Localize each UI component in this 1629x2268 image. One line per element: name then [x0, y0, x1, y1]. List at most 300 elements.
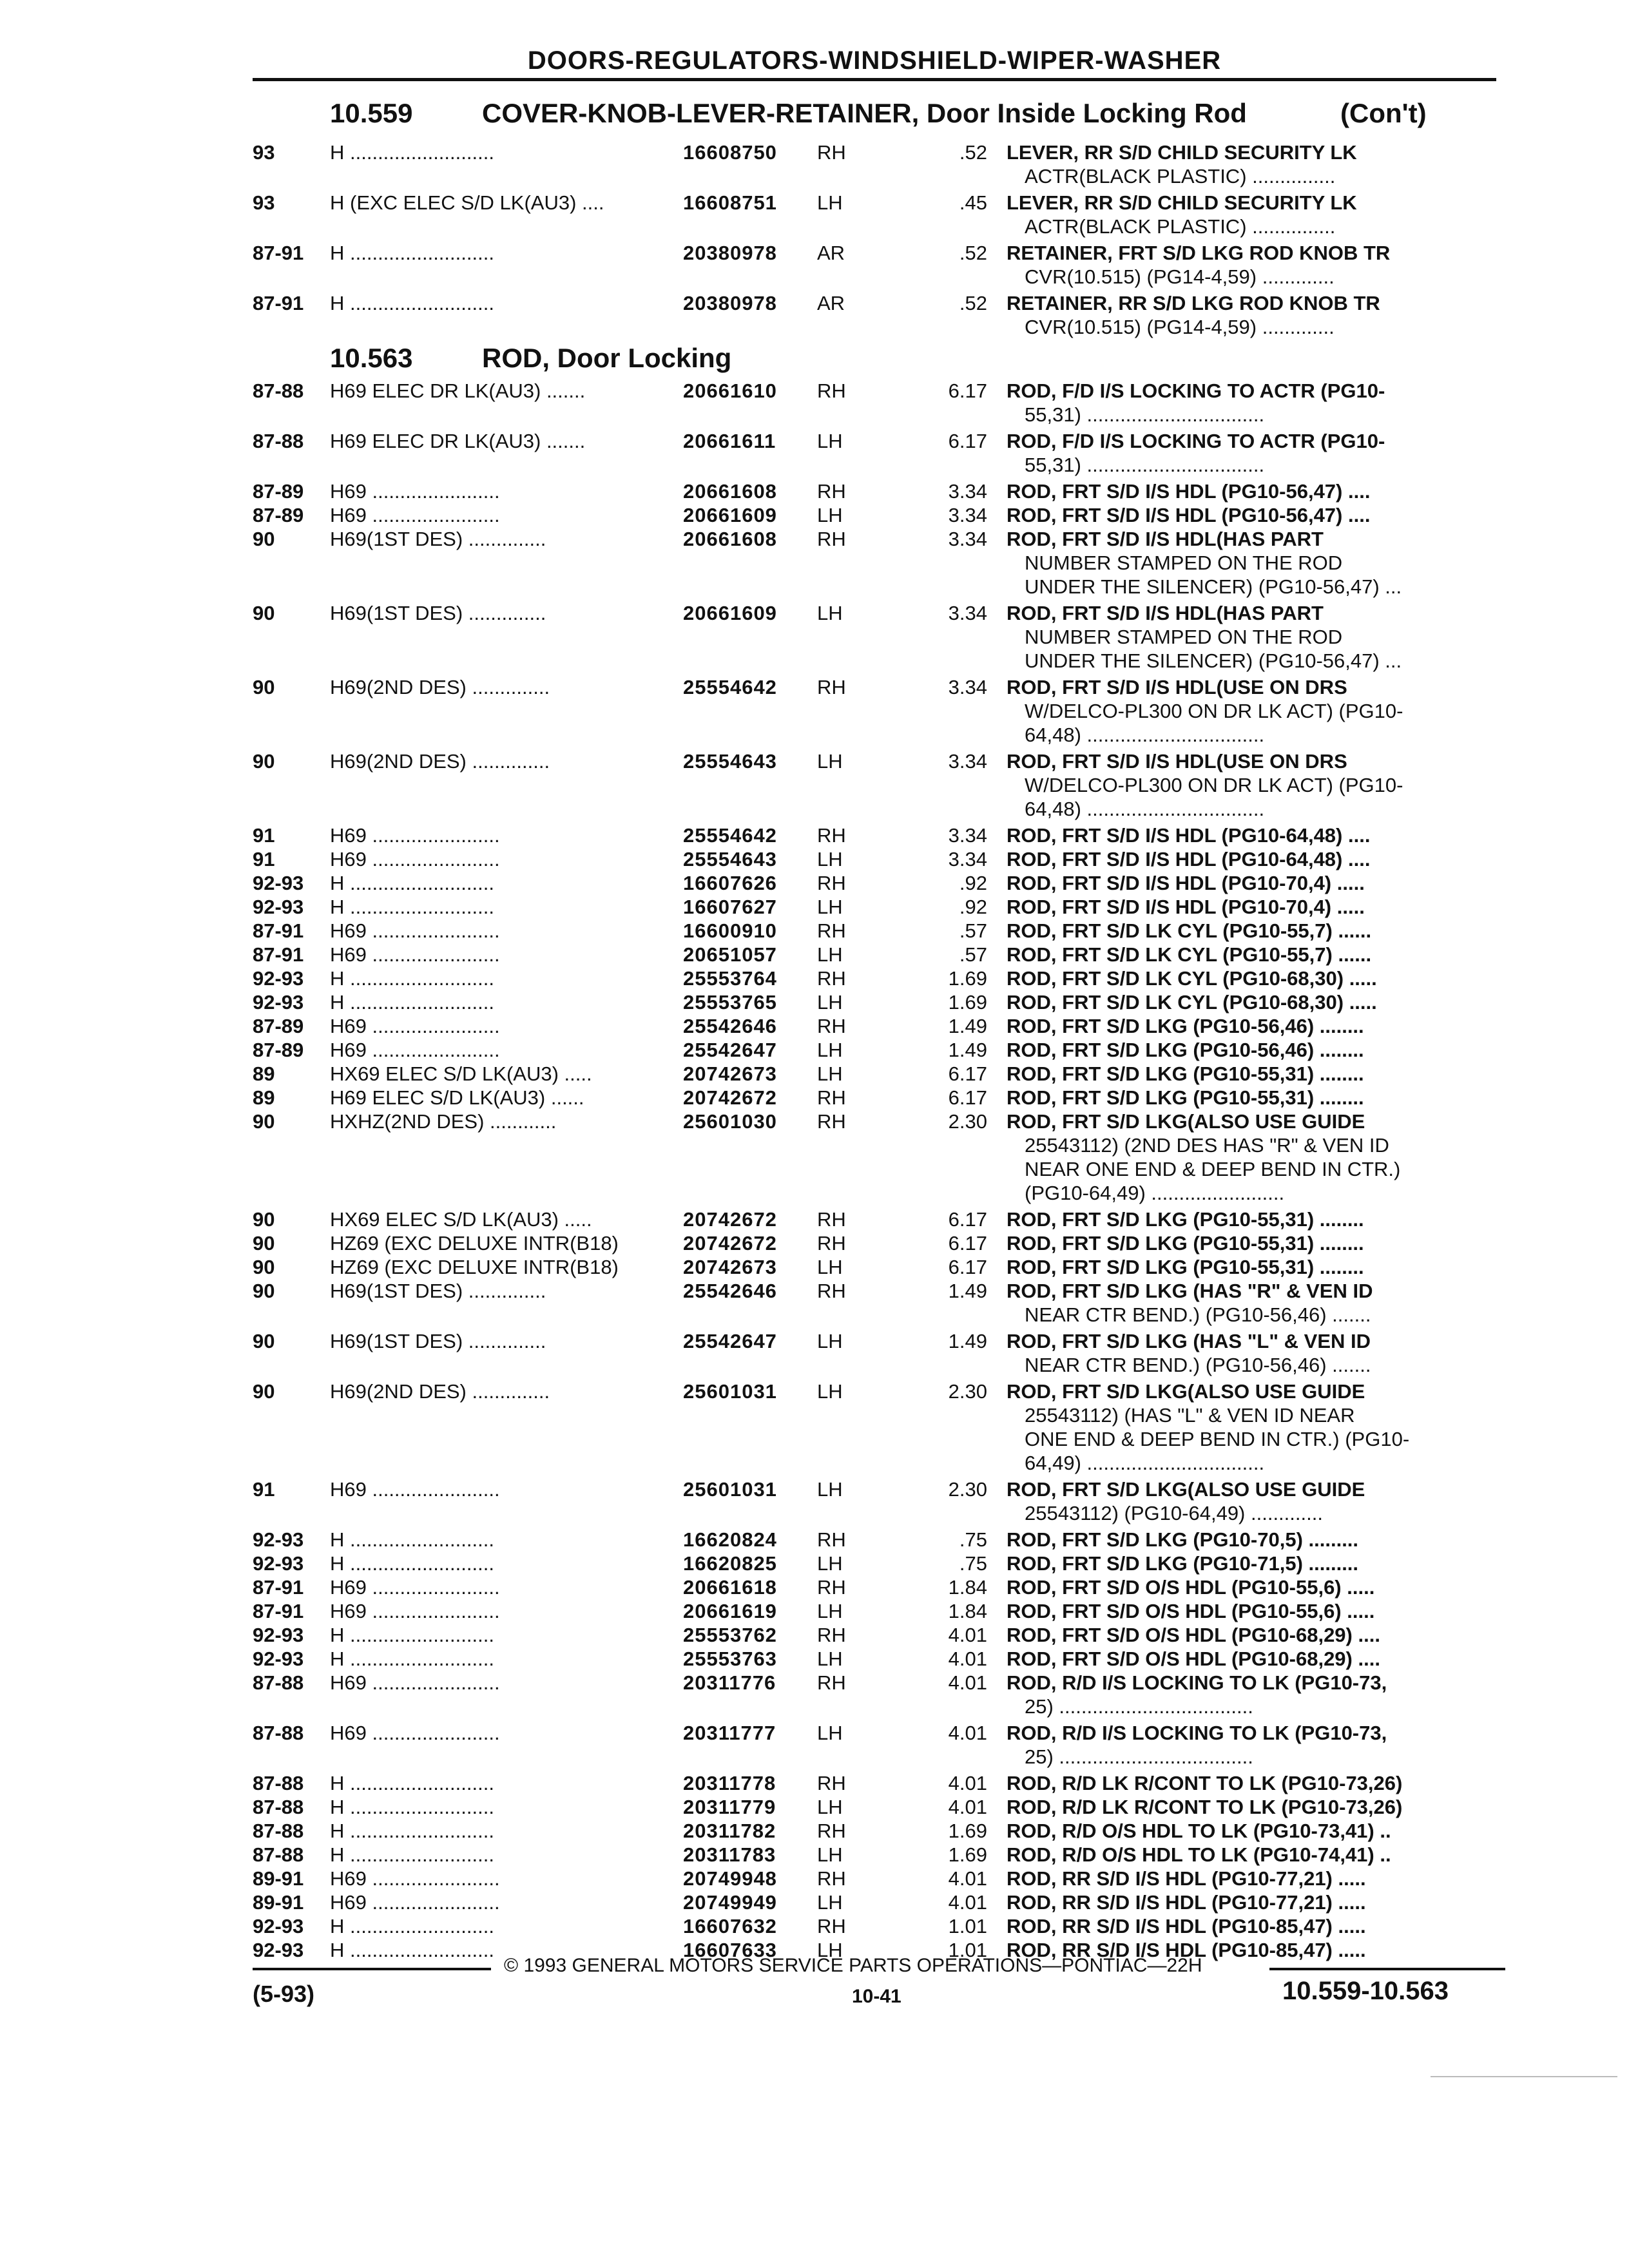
part-number: 20661609	[683, 602, 777, 624]
model-year: 90	[253, 676, 275, 698]
part-description-line: W/DELCO-PL300 ON DR LK ACT) (PG10-	[1025, 700, 1403, 722]
part-number: 25554643	[683, 750, 777, 773]
part-description-line: 25543112) (2ND DES HAS "R" & VEN ID	[1025, 1134, 1389, 1157]
list-price: 1.49	[948, 1015, 987, 1037]
footer-date: (5-93)	[253, 1981, 315, 2007]
list-price: 2.30	[948, 1478, 987, 1501]
model-description: H69(2ND DES) ..............	[330, 750, 550, 773]
side-code: AR	[817, 292, 845, 314]
part-description	[1007, 823, 1481, 847]
side-code: RH	[817, 1232, 846, 1254]
model-year: 90	[253, 1380, 275, 1403]
part-description	[1007, 1914, 1481, 1938]
side-code: LH	[817, 504, 843, 526]
part-description	[1007, 1038, 1481, 1062]
part-number: 20311783	[683, 1843, 776, 1866]
part-description	[1007, 943, 1481, 966]
list-price: 1.01	[948, 1939, 987, 1961]
part-number: 20311777	[683, 1722, 776, 1744]
side-code: LH	[817, 1939, 843, 1961]
list-price: .75	[959, 1528, 987, 1551]
side-code: LH	[817, 1843, 843, 1866]
part-description-line: ROD, FRT S/D LKG (PG10-55,31) ........	[1007, 1062, 1364, 1085]
part-description-line: ROD, F/D I/S LOCKING TO ACTR (PG10-	[1007, 380, 1385, 402]
list-price: 3.34	[948, 602, 987, 624]
model-description: H69 .......................	[330, 919, 500, 942]
part-number: 25542647	[683, 1039, 777, 1061]
part-number: 25553763	[683, 1648, 777, 1670]
model-year: 89-91	[253, 1867, 304, 1890]
list-price: 1.69	[948, 991, 987, 1014]
part-description	[1007, 1062, 1481, 1086]
part-description-line: ROD, FRT S/D LKG (PG10-55,31) ........	[1007, 1232, 1364, 1254]
part-description-line: 55,31) ................................	[1025, 403, 1265, 426]
model-description: H69 .......................	[330, 504, 500, 526]
model-description: H ..........................	[330, 991, 494, 1014]
part-description-line: NEAR CTR BEND.) (PG10-56,46) .......	[1025, 1354, 1371, 1376]
model-description: H69(1ST DES) ..............	[330, 528, 546, 550]
model-description: H ..........................	[330, 872, 494, 894]
part-description-line: ROD, FRT S/D I/S HDL (PG10-56,47) ....	[1007, 504, 1371, 526]
model-description: H69(2ND DES) ..............	[330, 1380, 550, 1403]
list-price: 4.01	[948, 1722, 987, 1744]
model-year: 92-93	[253, 1528, 304, 1551]
side-code: RH	[817, 1820, 846, 1842]
side-code: RH	[817, 1086, 846, 1109]
list-price: 2.30	[948, 1110, 987, 1133]
part-description-line: NUMBER STAMPED ON THE ROD	[1025, 626, 1343, 648]
header-rule	[253, 78, 1496, 81]
model-year: 87-88	[253, 1820, 304, 1842]
part-number: 16607633	[683, 1939, 777, 1961]
part-description-line: ROD, FRT S/D O/S HDL (PG10-68,29) ....	[1007, 1648, 1380, 1670]
side-code: RH	[817, 919, 846, 942]
side-code: LH	[817, 430, 843, 452]
side-code: RH	[817, 1280, 846, 1302]
part-number: 25553765	[683, 991, 777, 1014]
section-heading-10-559	[330, 98, 1427, 129]
side-code: LH	[817, 1796, 843, 1818]
model-description: H69 .......................	[330, 1478, 500, 1501]
model-year: 92-93	[253, 1939, 304, 1961]
model-year: 92-93	[253, 872, 304, 894]
model-description: H69 .......................	[330, 848, 500, 870]
list-price: 3.34	[948, 528, 987, 550]
part-number: 25542646	[683, 1280, 777, 1302]
part-description	[1007, 847, 1481, 871]
side-code: RH	[817, 380, 846, 402]
part-number: 20311782	[683, 1820, 776, 1842]
part-number: 25601031	[683, 1478, 777, 1501]
side-code: RH	[817, 141, 846, 164]
model-description: H ..........................	[330, 1915, 494, 1937]
part-description-line: ROD, FRT S/D O/S HDL (PG10-55,6) .....	[1007, 1600, 1375, 1622]
side-code: RH	[817, 967, 846, 990]
model-description: H69 .......................	[330, 1576, 500, 1599]
part-description-line: W/DELCO-PL300 ON DR LK ACT) (PG10-	[1025, 774, 1403, 796]
side-code: LH	[817, 1648, 843, 1670]
part-number: 16608751	[683, 191, 777, 214]
part-description-line: ROD, RR S/D I/S HDL (PG10-85,47) .....	[1007, 1939, 1366, 1961]
model-description: H ..........................	[330, 896, 494, 918]
side-code: RH	[817, 1915, 846, 1937]
part-number: 20661619	[683, 1600, 777, 1622]
part-description	[1007, 1890, 1481, 1914]
footer-rule-right	[1269, 1968, 1505, 1970]
model-year: 89	[253, 1062, 275, 1085]
list-price: 3.34	[948, 750, 987, 773]
side-code: LH	[817, 1600, 843, 1622]
list-price: 3.34	[948, 824, 987, 847]
model-description: H69 .......................	[330, 943, 500, 966]
model-year: 87-88	[253, 1796, 304, 1818]
section-title: COVER-KNOB-LEVER-RETAINER, Door Inside Locking Rod	[482, 98, 1247, 128]
part-description	[1007, 1014, 1481, 1038]
model-description: H ..........................	[330, 1648, 494, 1670]
part-description-line: ROD, FRT S/D I/S HDL(USE ON DRS	[1007, 750, 1347, 773]
part-description-line: LEVER, RR S/D CHILD SECURITY LK	[1007, 191, 1357, 214]
part-description	[1007, 675, 1481, 747]
part-description	[1007, 871, 1481, 895]
side-code: RH	[817, 480, 846, 503]
model-year: 90	[253, 1208, 275, 1231]
page-header	[253, 46, 1496, 81]
part-description	[1007, 1647, 1481, 1671]
list-price: 3.34	[948, 480, 987, 503]
model-description: HX69 ELEC S/D LK(AU3) .....	[330, 1062, 592, 1085]
part-description	[1007, 895, 1481, 919]
model-year: 87-88	[253, 380, 304, 402]
part-description-line: ROD, FRT S/D LKG (PG10-55,31) ........	[1007, 1256, 1364, 1278]
part-description	[1007, 1255, 1481, 1279]
part-number: 25542647	[683, 1330, 777, 1352]
model-year: 87-91	[253, 943, 304, 966]
model-description: H ..........................	[330, 1624, 494, 1646]
model-year: 87-88	[253, 1772, 304, 1794]
model-description: H ..........................	[330, 1820, 494, 1842]
part-description-line: LEVER, RR S/D CHILD SECURITY LK	[1007, 141, 1357, 164]
part-description-line: ROD, F/D I/S LOCKING TO ACTR (PG10-	[1007, 430, 1385, 452]
part-description	[1007, 990, 1481, 1014]
list-price: 4.01	[948, 1648, 987, 1670]
side-code: LH	[817, 750, 843, 773]
model-year: 87-89	[253, 1039, 304, 1061]
list-price: 1.84	[948, 1576, 987, 1599]
list-price: .45	[959, 191, 987, 214]
part-description	[1007, 379, 1481, 427]
side-code: RH	[817, 1528, 846, 1551]
side-code: LH	[817, 1330, 843, 1352]
side-code: LH	[817, 1722, 843, 1744]
part-description	[1007, 1207, 1481, 1231]
part-number: 25554642	[683, 824, 777, 847]
side-code: LH	[817, 1256, 843, 1278]
model-year: 87-89	[253, 504, 304, 526]
side-code: RH	[817, 1208, 846, 1231]
model-description: H69(1ST DES) ..............	[330, 602, 546, 624]
part-number: 20380978	[683, 242, 777, 264]
part-description	[1007, 1575, 1481, 1599]
model-year: 93	[253, 141, 275, 164]
part-description-line: ROD, R/D I/S LOCKING TO LK (PG10-73,	[1007, 1722, 1387, 1744]
list-price: 1.69	[948, 1820, 987, 1842]
part-number: 20742672	[683, 1086, 777, 1109]
part-description-line: UNDER THE SILENCER) (PG10-56,47) ...	[1025, 575, 1402, 598]
part-number: 25601031	[683, 1380, 777, 1403]
list-price: 4.01	[948, 1796, 987, 1818]
model-year: 90	[253, 528, 275, 550]
model-year: 90	[253, 1280, 275, 1302]
part-description-line: ROD, FRT S/D O/S HDL (PG10-55,6) .....	[1007, 1576, 1375, 1599]
part-description-line: ROD, FRT S/D LKG(ALSO USE GUIDE	[1007, 1380, 1365, 1403]
list-price: .57	[959, 943, 987, 966]
model-description: H ..........................	[330, 141, 494, 164]
section-number: 10.559	[330, 98, 413, 128]
part-number: 25553762	[683, 1624, 777, 1646]
part-number: 16620824	[683, 1528, 777, 1551]
part-description-line: UNDER THE SILENCER) (PG10-56,47) ...	[1025, 649, 1402, 672]
model-year: 90	[253, 1232, 275, 1254]
part-description-line: ROD, FRT S/D I/S HDL (PG10-64,48) ....	[1007, 824, 1371, 847]
part-description-line: ROD, FRT S/D I/S HDL(HAS PART	[1007, 528, 1324, 550]
part-description	[1007, 1819, 1481, 1843]
model-year: 87-89	[253, 1015, 304, 1037]
list-price: 1.69	[948, 1843, 987, 1866]
model-year: 87-91	[253, 242, 304, 264]
part-description	[1007, 1599, 1481, 1623]
part-description	[1007, 1771, 1481, 1795]
part-description-line: 64,49) ................................	[1025, 1452, 1265, 1474]
part-description-line: ROD, FRT S/D LKG(ALSO USE GUIDE	[1007, 1478, 1365, 1501]
part-description	[1007, 1623, 1481, 1647]
page-title: DOORS-REGULATORS-WINDSHIELD-WIPER-WASHER	[527, 46, 1222, 75]
part-description-line: CVR(10.515) (PG14-4,59) .............	[1025, 265, 1335, 288]
part-number: 25554643	[683, 848, 777, 870]
side-code: LH	[817, 943, 843, 966]
side-code: RH	[817, 872, 846, 894]
side-code: RH	[817, 1867, 846, 1890]
list-price: 6.17	[948, 1256, 987, 1278]
list-price: 3.34	[948, 504, 987, 526]
model-year: 90	[253, 1330, 275, 1352]
model-description: H69 .......................	[330, 1600, 500, 1622]
model-year: 92-93	[253, 1648, 304, 1670]
model-year: 91	[253, 1478, 275, 1501]
model-year: 87-88	[253, 1843, 304, 1866]
footer-copyright: © 1993 GENERAL MOTORS SERVICE PARTS OPERATIONS—PONTIAC—22H	[504, 1955, 1202, 1976]
list-price: 3.34	[948, 848, 987, 870]
part-description-line: ROD, FRT S/D LKG (HAS "L" & VEN ID	[1007, 1330, 1371, 1352]
part-description-line: NUMBER STAMPED ON THE ROD	[1025, 552, 1343, 574]
model-description: H69 .......................	[330, 1722, 500, 1744]
model-year: 87-88	[253, 430, 304, 452]
part-number: 20742672	[683, 1208, 777, 1231]
part-description-line: ROD, FRT S/D LKG (HAS "R" & VEN ID	[1007, 1280, 1373, 1302]
list-price: .52	[959, 141, 987, 164]
part-description-line: 25543112) (HAS "L" & VEN ID NEAR	[1025, 1404, 1355, 1427]
part-description	[1007, 749, 1481, 821]
model-year: 90	[253, 750, 275, 773]
part-description-line: ROD, FRT S/D I/S HDL (PG10-64,48) ....	[1007, 848, 1371, 870]
part-number: 16608750	[683, 141, 777, 164]
scan-streak	[1431, 2076, 1617, 2077]
model-year: 87-91	[253, 1600, 304, 1622]
list-price: 1.01	[948, 1915, 987, 1937]
part-description	[1007, 601, 1481, 673]
list-price: 6.17	[948, 1086, 987, 1109]
list-price: 1.84	[948, 1600, 987, 1622]
side-code: LH	[817, 602, 843, 624]
part-description	[1007, 966, 1481, 990]
model-year: 90	[253, 1256, 275, 1278]
part-description	[1007, 140, 1481, 188]
part-description	[1007, 1671, 1481, 1718]
part-number: 20742673	[683, 1256, 777, 1278]
part-number: 20749949	[683, 1891, 777, 1914]
part-description	[1007, 1379, 1481, 1475]
part-description	[1007, 191, 1481, 238]
side-code: RH	[817, 1671, 846, 1694]
model-description: H ..........................	[330, 292, 494, 314]
part-description-line: ROD, FRT S/D I/S HDL(HAS PART	[1007, 602, 1324, 624]
section-heading-10-563	[330, 343, 731, 374]
list-price: 1.69	[948, 967, 987, 990]
list-price: 4.01	[948, 1891, 987, 1914]
list-price: 1.49	[948, 1280, 987, 1302]
model-year: 87-91	[253, 292, 304, 314]
part-description-line: 25) ...................................	[1025, 1745, 1253, 1768]
model-description: HXHZ(2ND DES) ............	[330, 1110, 557, 1133]
side-code: RH	[817, 676, 846, 698]
part-description-line: ROD, R/D I/S LOCKING TO LK (PG10-73,	[1007, 1671, 1387, 1694]
part-number: 20742673	[683, 1062, 777, 1085]
side-code: LH	[817, 1039, 843, 1061]
part-description-line: ROD, FRT S/D I/S HDL (PG10-70,4) .....	[1007, 872, 1365, 894]
model-description: H69 .......................	[330, 1891, 500, 1914]
footer-page-number: 10-41	[852, 1986, 901, 2007]
side-code: LH	[817, 1478, 843, 1501]
model-year: 92-93	[253, 1552, 304, 1575]
part-description-line: ROD, FRT S/D LKG (PG10-70,5) .........	[1007, 1528, 1359, 1551]
part-description-line: ONE END & DEEP BEND IN CTR.) (PG10-	[1025, 1428, 1410, 1450]
model-year: 89-91	[253, 1891, 304, 1914]
part-description	[1007, 1721, 1481, 1769]
side-code: LH	[817, 896, 843, 918]
part-number: 20661608	[683, 480, 777, 503]
list-price: 6.17	[948, 380, 987, 402]
list-price: 6.17	[948, 430, 987, 452]
part-description-line: ROD, FRT S/D LK CYL (PG10-55,7) ......	[1007, 943, 1372, 966]
part-description-line: ROD, FRT S/D LKG (PG10-56,46) ........	[1007, 1015, 1364, 1037]
part-number: 20311779	[683, 1796, 776, 1818]
part-description-line: 25) ...................................	[1025, 1695, 1253, 1718]
model-description: H69 .......................	[330, 480, 500, 503]
part-number: 20749948	[683, 1867, 777, 1890]
part-description-line: ROD, FRT S/D LKG (PG10-55,31) ........	[1007, 1208, 1364, 1231]
model-description: H69 ELEC DR LK(AU3) .......	[330, 380, 586, 402]
model-description: H69 ELEC DR LK(AU3) .......	[330, 430, 586, 452]
model-year: 92-93	[253, 991, 304, 1014]
part-description-line: ROD, FRT S/D LK CYL (PG10-68,30) .....	[1007, 991, 1377, 1014]
part-description-line: NEAR ONE END & DEEP BEND IN CTR.)	[1025, 1158, 1401, 1180]
part-description-line: 64,48) ................................	[1025, 798, 1265, 820]
side-code: LH	[817, 191, 843, 214]
side-code: LH	[817, 1062, 843, 1085]
list-price: 6.17	[948, 1232, 987, 1254]
side-code: LH	[817, 1380, 843, 1403]
part-number: 16620825	[683, 1552, 777, 1575]
model-year: 90	[253, 1110, 275, 1133]
model-description: H69(1ST DES) ..............	[330, 1280, 546, 1302]
model-description: H ..........................	[330, 1772, 494, 1794]
part-description	[1007, 291, 1481, 339]
part-description	[1007, 241, 1481, 289]
model-year: 93	[253, 191, 275, 214]
list-price: 4.01	[948, 1624, 987, 1646]
part-description-line: 64,48) ................................	[1025, 724, 1265, 746]
part-number: 20661608	[683, 528, 777, 550]
model-year: 87-88	[253, 1671, 304, 1694]
part-description	[1007, 1110, 1481, 1205]
part-description-line: ACTR(BLACK PLASTIC) ...............	[1025, 215, 1336, 238]
side-code: LH	[817, 848, 843, 870]
footer-rule-left	[253, 1968, 491, 1970]
model-description: H ..........................	[330, 242, 494, 264]
part-description-line: ROD, FRT S/D LKG(ALSO USE GUIDE	[1007, 1110, 1365, 1133]
model-year: 92-93	[253, 1624, 304, 1646]
part-description-line: ROD, R/D LK R/CONT TO LK (PG10-73,26)	[1007, 1772, 1403, 1794]
part-description	[1007, 1279, 1481, 1327]
part-description	[1007, 503, 1481, 527]
part-number: 16607632	[683, 1915, 777, 1937]
side-code: RH	[817, 1110, 846, 1133]
part-description-line: ACTR(BLACK PLASTIC) ...............	[1025, 165, 1336, 187]
model-description: H69 .......................	[330, 1671, 500, 1694]
part-description	[1007, 1795, 1481, 1819]
part-description-line: ROD, FRT S/D LK CYL (PG10-55,7) ......	[1007, 919, 1372, 942]
part-number: 16607626	[683, 872, 777, 894]
part-description-line: ROD, FRT S/D I/S HDL(USE ON DRS	[1007, 676, 1347, 698]
list-price: 4.01	[948, 1772, 987, 1794]
list-price: .57	[959, 919, 987, 942]
part-number: 20311776	[683, 1671, 776, 1694]
part-description	[1007, 429, 1481, 477]
list-price: 2.30	[948, 1380, 987, 1403]
model-year: 90	[253, 602, 275, 624]
model-year: 87-88	[253, 1722, 304, 1744]
list-price: .92	[959, 896, 987, 918]
side-code: LH	[817, 1552, 843, 1575]
model-description: H ..........................	[330, 967, 494, 990]
part-number: 20651057	[683, 943, 777, 966]
side-code: RH	[817, 1015, 846, 1037]
side-code: RH	[817, 824, 846, 847]
part-number: 20661609	[683, 504, 777, 526]
part-description-line: ROD, FRT S/D LK CYL (PG10-68,30) .....	[1007, 967, 1377, 990]
part-description-line: 55,31) ................................	[1025, 454, 1265, 476]
part-description	[1007, 1477, 1481, 1525]
part-description	[1007, 1552, 1481, 1575]
list-price: .75	[959, 1552, 987, 1575]
list-price: .52	[959, 242, 987, 264]
model-description: H ..........................	[330, 1843, 494, 1866]
part-description-line: ROD, FRT S/D I/S HDL (PG10-56,47) ....	[1007, 480, 1371, 503]
part-number: 25553764	[683, 967, 777, 990]
side-code: RH	[817, 1576, 846, 1599]
part-description-line: 25543112) (PG10-64,49) .............	[1025, 1502, 1323, 1524]
list-price: 4.01	[948, 1867, 987, 1890]
part-description	[1007, 1231, 1481, 1255]
